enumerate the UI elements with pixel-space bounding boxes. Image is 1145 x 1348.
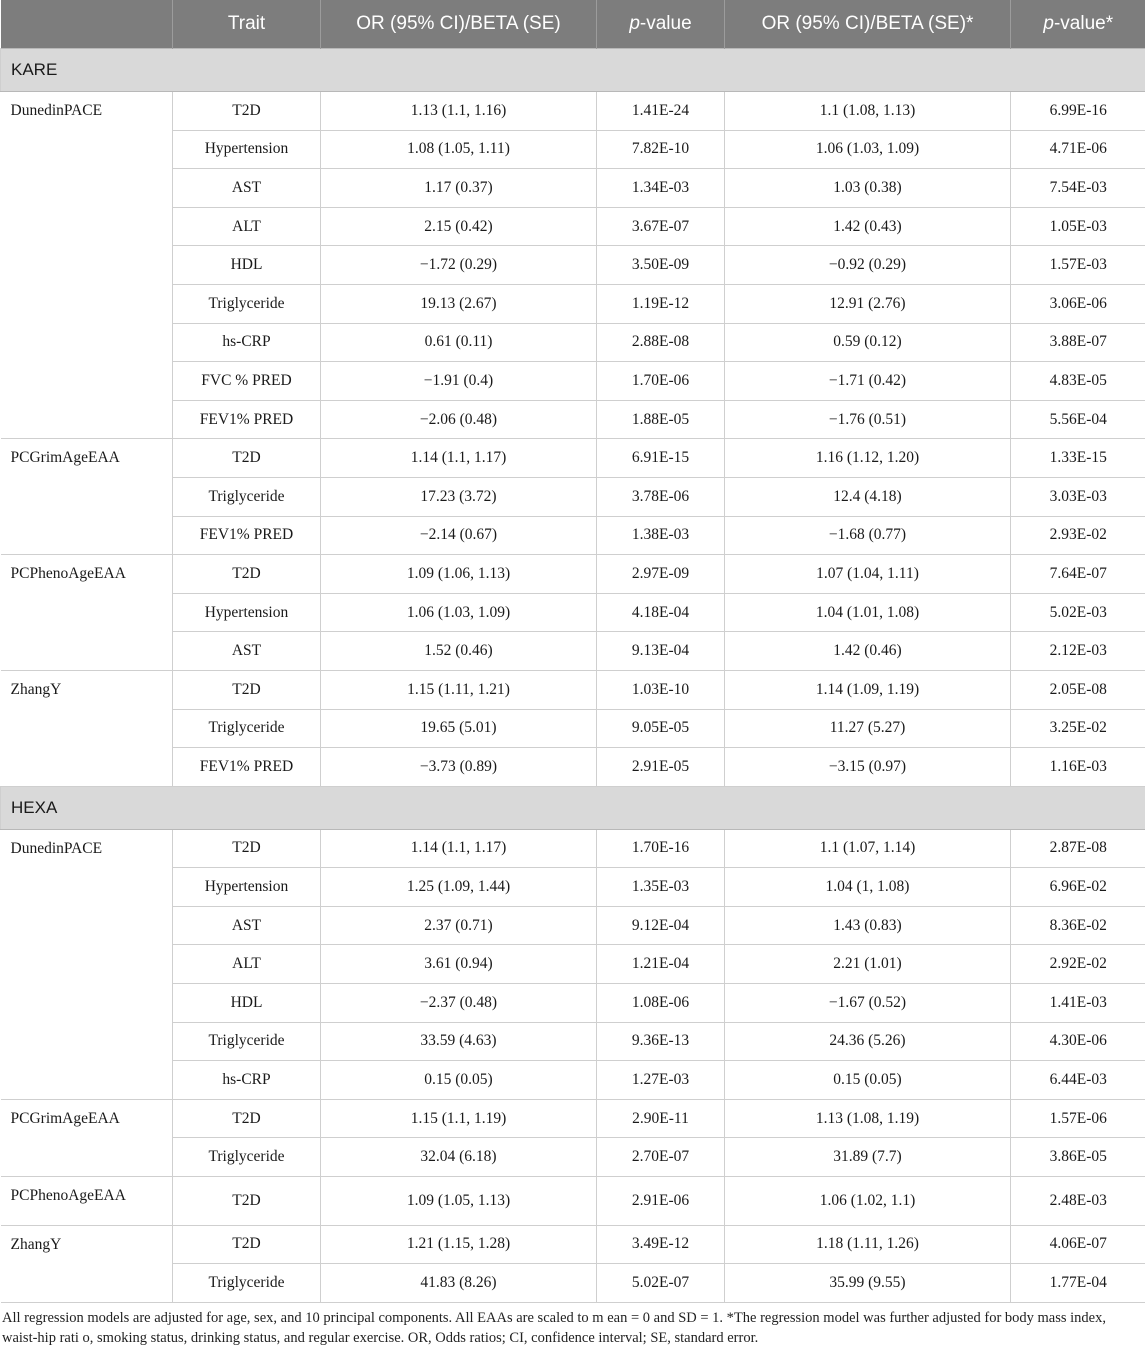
table-row bbox=[1, 362, 1145, 401]
p-value-cell: 1.21E-04 bbox=[597, 945, 725, 984]
table-row bbox=[1, 555, 1145, 594]
p-value-adjusted-cell: 5.56E-04 bbox=[1011, 400, 1145, 439]
p-value-cell: 3.67E-07 bbox=[597, 207, 725, 246]
estimate-cell: 1.09 (1.05, 1.13) bbox=[321, 1177, 597, 1226]
estimate-adjusted-cell: 24.36 (5.26) bbox=[725, 1022, 1011, 1061]
table-row bbox=[1, 632, 1145, 671]
p-value-adjusted-cell: 2.93E-02 bbox=[1011, 516, 1145, 555]
table-row bbox=[1, 593, 1145, 632]
trait-cell: ALT bbox=[173, 207, 321, 246]
estimate-cell: 1.17 (0.37) bbox=[321, 169, 597, 208]
p-value-cell: 5.02E-07 bbox=[597, 1264, 725, 1303]
estimate-cell: 1.06 (1.03, 1.09) bbox=[321, 593, 597, 632]
estimate-adjusted-cell: 1.16 (1.12, 1.20) bbox=[725, 439, 1011, 478]
p-value-cell: 1.88E-05 bbox=[597, 400, 725, 439]
estimate-cell: −2.06 (0.48) bbox=[321, 400, 597, 439]
trait-cell: T2D bbox=[173, 1225, 321, 1264]
estimate-adjusted-cell: −1.67 (0.52) bbox=[725, 984, 1011, 1023]
p-value-cell: 4.18E-04 bbox=[597, 593, 725, 632]
trait-cell: Triglyceride bbox=[173, 1138, 321, 1177]
table-row bbox=[1, 868, 1145, 907]
header-row bbox=[1, 0, 1145, 49]
estimate-adjusted-cell: 1.03 (0.38) bbox=[725, 169, 1011, 208]
estimate-cell: −3.73 (0.89) bbox=[321, 748, 597, 787]
estimate-cell: 1.25 (1.09, 1.44) bbox=[321, 868, 597, 907]
trait-cell: Hypertension bbox=[173, 593, 321, 632]
table-footnote: All regression models are adjusted for age, sex, and 10 principal components. All EAAs are scaled to m ean = 0 and SD = 1. *The regression model was further adjusted for body mass index, waist-hip rati o, smoking status, drinking status, and regular exercise. OR, Odds ratios; CI, confidence interval; SE, standard error. bbox=[0, 1303, 1145, 1348]
trait-cell: Triglyceride bbox=[173, 1022, 321, 1061]
estimate-cell: 1.15 (1.11, 1.21) bbox=[321, 670, 597, 709]
trait-cell: T2D bbox=[173, 555, 321, 594]
clock-name: PCPhenoAgeEAA bbox=[1, 1177, 173, 1226]
p-value-adjusted-cell: 2.12E-03 bbox=[1011, 632, 1145, 671]
estimate-adjusted-cell: 1.42 (0.46) bbox=[725, 632, 1011, 671]
table-row bbox=[1, 829, 1145, 868]
p-value-adjusted-cell: 7.64E-07 bbox=[1011, 555, 1145, 594]
estimate-cell: 1.13 (1.1, 1.16) bbox=[321, 92, 597, 131]
estimate-cell: 1.09 (1.06, 1.13) bbox=[321, 555, 597, 594]
section-row bbox=[1, 786, 1145, 829]
estimate-adjusted-cell: 35.99 (9.55) bbox=[725, 1264, 1011, 1303]
p-value-adjusted-cell: 2.92E-02 bbox=[1011, 945, 1145, 984]
clock-name: ZhangY bbox=[1, 670, 173, 786]
table-row bbox=[1, 400, 1145, 439]
table-body bbox=[1, 49, 1145, 1303]
table-row bbox=[1, 1099, 1145, 1138]
trait-cell: T2D bbox=[173, 670, 321, 709]
table-row bbox=[1, 477, 1145, 516]
trait-cell: FEV1% PRED bbox=[173, 400, 321, 439]
clock-name: ZhangY bbox=[1, 1225, 173, 1302]
table-row bbox=[1, 323, 1145, 362]
p-value-adjusted-cell: 3.06E-06 bbox=[1011, 284, 1145, 323]
trait-cell: Triglyceride bbox=[173, 284, 321, 323]
clock-name: PCGrimAgeEAA bbox=[1, 439, 173, 555]
p-value-adjusted-cell: 1.77E-04 bbox=[1011, 1264, 1145, 1303]
estimate-cell: 41.83 (8.26) bbox=[321, 1264, 597, 1303]
section-title: HEXA bbox=[1, 786, 1145, 829]
p-value-cell: 6.91E-15 bbox=[597, 439, 725, 478]
header-clock bbox=[1, 0, 173, 49]
trait-cell: AST bbox=[173, 632, 321, 671]
estimate-cell: 1.14 (1.1, 1.17) bbox=[321, 439, 597, 478]
trait-cell: HDL bbox=[173, 984, 321, 1023]
table-row bbox=[1, 284, 1145, 323]
estimate-adjusted-cell: 1.1 (1.08, 1.13) bbox=[725, 92, 1011, 131]
p-value-cell: 1.41E-24 bbox=[597, 92, 725, 131]
section-title: KARE bbox=[1, 49, 1145, 92]
estimate-cell: 0.15 (0.05) bbox=[321, 1061, 597, 1100]
p-value-adjusted-cell: 4.71E-06 bbox=[1011, 130, 1145, 169]
estimate-cell: 19.13 (2.67) bbox=[321, 284, 597, 323]
estimate-adjusted-cell: 1.04 (1.01, 1.08) bbox=[725, 593, 1011, 632]
table-row bbox=[1, 439, 1145, 478]
p-value-cell: 3.50E-09 bbox=[597, 246, 725, 285]
estimate-cell: 32.04 (6.18) bbox=[321, 1138, 597, 1177]
estimate-cell: 2.37 (0.71) bbox=[321, 906, 597, 945]
p-italic: p bbox=[629, 13, 640, 34]
trait-cell: HDL bbox=[173, 246, 321, 285]
estimate-adjusted-cell: −1.76 (0.51) bbox=[725, 400, 1011, 439]
p-value-adjusted-cell: 1.57E-06 bbox=[1011, 1099, 1145, 1138]
p-value-adjusted-cell: 8.36E-02 bbox=[1011, 906, 1145, 945]
estimate-cell: 0.61 (0.11) bbox=[321, 323, 597, 362]
table-row bbox=[1, 1225, 1145, 1264]
estimate-cell: −2.37 (0.48) bbox=[321, 984, 597, 1023]
p-value-cell: 9.13E-04 bbox=[597, 632, 725, 671]
table-row bbox=[1, 1177, 1145, 1226]
header-p-value bbox=[597, 0, 725, 49]
p-value-adjusted-cell: 1.41E-03 bbox=[1011, 984, 1145, 1023]
p-value-adjusted-cell: 7.54E-03 bbox=[1011, 169, 1145, 208]
table-row bbox=[1, 1061, 1145, 1100]
estimate-cell: 3.61 (0.94) bbox=[321, 945, 597, 984]
p-value-cell: 1.70E-06 bbox=[597, 362, 725, 401]
clock-name: PCPhenoAgeEAA bbox=[1, 555, 173, 671]
p-value-adjusted-cell: 4.30E-06 bbox=[1011, 1022, 1145, 1061]
p-value-cell: 2.91E-05 bbox=[597, 748, 725, 787]
estimate-adjusted-cell: 1.07 (1.04, 1.11) bbox=[725, 555, 1011, 594]
p-value-cell: 1.35E-03 bbox=[597, 868, 725, 907]
estimate-adjusted-cell: 1.18 (1.11, 1.26) bbox=[725, 1225, 1011, 1264]
estimate-adjusted-cell: 12.91 (2.76) bbox=[725, 284, 1011, 323]
p-value-adjusted-cell: 1.05E-03 bbox=[1011, 207, 1145, 246]
trait-cell: T2D bbox=[173, 1099, 321, 1138]
p-value-cell: 2.88E-08 bbox=[597, 323, 725, 362]
estimate-adjusted-cell: 1.42 (0.43) bbox=[725, 207, 1011, 246]
p-value-adjusted-cell: 2.87E-08 bbox=[1011, 829, 1145, 868]
trait-cell: T2D bbox=[173, 439, 321, 478]
estimate-cell: 17.23 (3.72) bbox=[321, 477, 597, 516]
p-value-adjusted-cell: 5.02E-03 bbox=[1011, 593, 1145, 632]
p-value-cell: 1.03E-10 bbox=[597, 670, 725, 709]
p-value-cell: 1.70E-16 bbox=[597, 829, 725, 868]
estimate-cell: −1.91 (0.4) bbox=[321, 362, 597, 401]
estimate-adjusted-cell: −1.71 (0.42) bbox=[725, 362, 1011, 401]
estimate-cell: 2.15 (0.42) bbox=[321, 207, 597, 246]
p-value-adjusted-label: -value* bbox=[1054, 13, 1113, 34]
p-value-adjusted-cell: 3.25E-02 bbox=[1011, 709, 1145, 748]
p-value-cell: 1.34E-03 bbox=[597, 169, 725, 208]
p-value-adjusted-cell: 4.06E-07 bbox=[1011, 1225, 1145, 1264]
table-row bbox=[1, 516, 1145, 555]
p-value-adjusted-cell: 3.03E-03 bbox=[1011, 477, 1145, 516]
estimate-adjusted-cell: 1.43 (0.83) bbox=[725, 906, 1011, 945]
p-value-adjusted-cell: 4.83E-05 bbox=[1011, 362, 1145, 401]
table-row bbox=[1, 169, 1145, 208]
estimate-cell: 19.65 (5.01) bbox=[321, 709, 597, 748]
trait-cell: T2D bbox=[173, 92, 321, 131]
table-row bbox=[1, 670, 1145, 709]
p-value-adjusted-cell: 6.99E-16 bbox=[1011, 92, 1145, 131]
trait-cell: FVC % PRED bbox=[173, 362, 321, 401]
p-value-cell: 7.82E-10 bbox=[597, 130, 725, 169]
estimate-adjusted-cell: 11.27 (5.27) bbox=[725, 709, 1011, 748]
table-row bbox=[1, 130, 1145, 169]
p-value-adjusted-cell: 2.48E-03 bbox=[1011, 1177, 1145, 1226]
trait-cell: FEV1% PRED bbox=[173, 516, 321, 555]
estimate-adjusted-cell: 0.15 (0.05) bbox=[725, 1061, 1011, 1100]
p-italic-adjusted: p bbox=[1043, 13, 1054, 34]
p-value-adjusted-cell: 1.16E-03 bbox=[1011, 748, 1145, 787]
p-value-adjusted-cell: 6.44E-03 bbox=[1011, 1061, 1145, 1100]
p-value-cell: 2.90E-11 bbox=[597, 1099, 725, 1138]
p-value-cell: 3.78E-06 bbox=[597, 477, 725, 516]
estimate-adjusted-cell: 1.06 (1.03, 1.09) bbox=[725, 130, 1011, 169]
trait-cell: Triglyceride bbox=[173, 477, 321, 516]
estimate-adjusted-cell: 1.14 (1.09, 1.19) bbox=[725, 670, 1011, 709]
trait-cell: hs-CRP bbox=[173, 323, 321, 362]
table-row bbox=[1, 207, 1145, 246]
estimate-adjusted-cell: 1.13 (1.08, 1.19) bbox=[725, 1099, 1011, 1138]
p-value-adjusted-cell: 2.05E-08 bbox=[1011, 670, 1145, 709]
table-row bbox=[1, 906, 1145, 945]
p-value-cell: 1.38E-03 bbox=[597, 516, 725, 555]
table-row bbox=[1, 92, 1145, 131]
trait-cell: Triglyceride bbox=[173, 1264, 321, 1303]
estimate-cell: 1.21 (1.15, 1.28) bbox=[321, 1225, 597, 1264]
estimate-adjusted-cell: 1.06 (1.02, 1.1) bbox=[725, 1177, 1011, 1226]
estimate-adjusted-cell: −3.15 (0.97) bbox=[725, 748, 1011, 787]
estimate-cell: 33.59 (4.63) bbox=[321, 1022, 597, 1061]
estimate-cell: 1.52 (0.46) bbox=[321, 632, 597, 671]
clock-name: DunedinPACE bbox=[1, 92, 173, 439]
p-value-adjusted-cell: 3.88E-07 bbox=[1011, 323, 1145, 362]
trait-cell: Hypertension bbox=[173, 868, 321, 907]
trait-cell: Triglyceride bbox=[173, 709, 321, 748]
p-value-cell: 1.27E-03 bbox=[597, 1061, 725, 1100]
clock-name: PCGrimAgeEAA bbox=[1, 1099, 173, 1176]
estimate-adjusted-cell: 1.04 (1, 1.08) bbox=[725, 868, 1011, 907]
estimate-adjusted-cell: −0.92 (0.29) bbox=[725, 246, 1011, 285]
p-value-adjusted-cell: 6.96E-02 bbox=[1011, 868, 1145, 907]
trait-cell: Hypertension bbox=[173, 130, 321, 169]
table-header bbox=[1, 0, 1145, 49]
estimate-cell: −2.14 (0.67) bbox=[321, 516, 597, 555]
p-value-cell: 1.08E-06 bbox=[597, 984, 725, 1023]
table-row bbox=[1, 1264, 1145, 1303]
p-value-cell: 9.12E-04 bbox=[597, 906, 725, 945]
trait-cell: ALT bbox=[173, 945, 321, 984]
estimate-adjusted-cell: −1.68 (0.77) bbox=[725, 516, 1011, 555]
trait-cell: T2D bbox=[173, 1177, 321, 1226]
header-p-value-adjusted bbox=[1011, 0, 1145, 49]
p-value-adjusted-cell: 3.86E-05 bbox=[1011, 1138, 1145, 1177]
header-estimate: OR (95% CI)/BETA (SE) bbox=[321, 0, 597, 49]
estimate-cell: 1.14 (1.1, 1.17) bbox=[321, 829, 597, 868]
table-row bbox=[1, 246, 1145, 285]
estimate-cell: 1.15 (1.1, 1.19) bbox=[321, 1099, 597, 1138]
table-row bbox=[1, 984, 1145, 1023]
p-value-adjusted-cell: 1.57E-03 bbox=[1011, 246, 1145, 285]
estimate-cell: 1.08 (1.05, 1.11) bbox=[321, 130, 597, 169]
trait-cell: FEV1% PRED bbox=[173, 748, 321, 787]
estimate-cell: −1.72 (0.29) bbox=[321, 246, 597, 285]
p-value-adjusted-cell: 1.33E-15 bbox=[1011, 439, 1145, 478]
trait-cell: AST bbox=[173, 169, 321, 208]
trait-cell: AST bbox=[173, 906, 321, 945]
table-row bbox=[1, 709, 1145, 748]
table-row bbox=[1, 945, 1145, 984]
table-row bbox=[1, 1022, 1145, 1061]
trait-cell: hs-CRP bbox=[173, 1061, 321, 1100]
estimate-adjusted-cell: 2.21 (1.01) bbox=[725, 945, 1011, 984]
header-estimate-adjusted: OR (95% CI)/BETA (SE)* bbox=[725, 0, 1011, 49]
estimate-adjusted-cell: 1.1 (1.07, 1.14) bbox=[725, 829, 1011, 868]
p-value-label: -value bbox=[640, 13, 692, 34]
section-row bbox=[1, 49, 1145, 92]
p-value-cell: 2.97E-09 bbox=[597, 555, 725, 594]
p-value-cell: 3.49E-12 bbox=[597, 1225, 725, 1264]
p-value-cell: 9.36E-13 bbox=[597, 1022, 725, 1061]
p-value-cell: 2.70E-07 bbox=[597, 1138, 725, 1177]
clock-name: DunedinPACE bbox=[1, 829, 173, 1099]
header-trait: Trait bbox=[173, 0, 321, 49]
estimate-adjusted-cell: 0.59 (0.12) bbox=[725, 323, 1011, 362]
p-value-cell: 2.91E-06 bbox=[597, 1177, 725, 1226]
table-row bbox=[1, 748, 1145, 787]
p-value-cell: 1.19E-12 bbox=[597, 284, 725, 323]
p-value-cell: 9.05E-05 bbox=[597, 709, 725, 748]
estimate-adjusted-cell: 12.4 (4.18) bbox=[725, 477, 1011, 516]
table-row bbox=[1, 1138, 1145, 1177]
estimate-adjusted-cell: 31.89 (7.7) bbox=[725, 1138, 1011, 1177]
trait-cell: T2D bbox=[173, 829, 321, 868]
